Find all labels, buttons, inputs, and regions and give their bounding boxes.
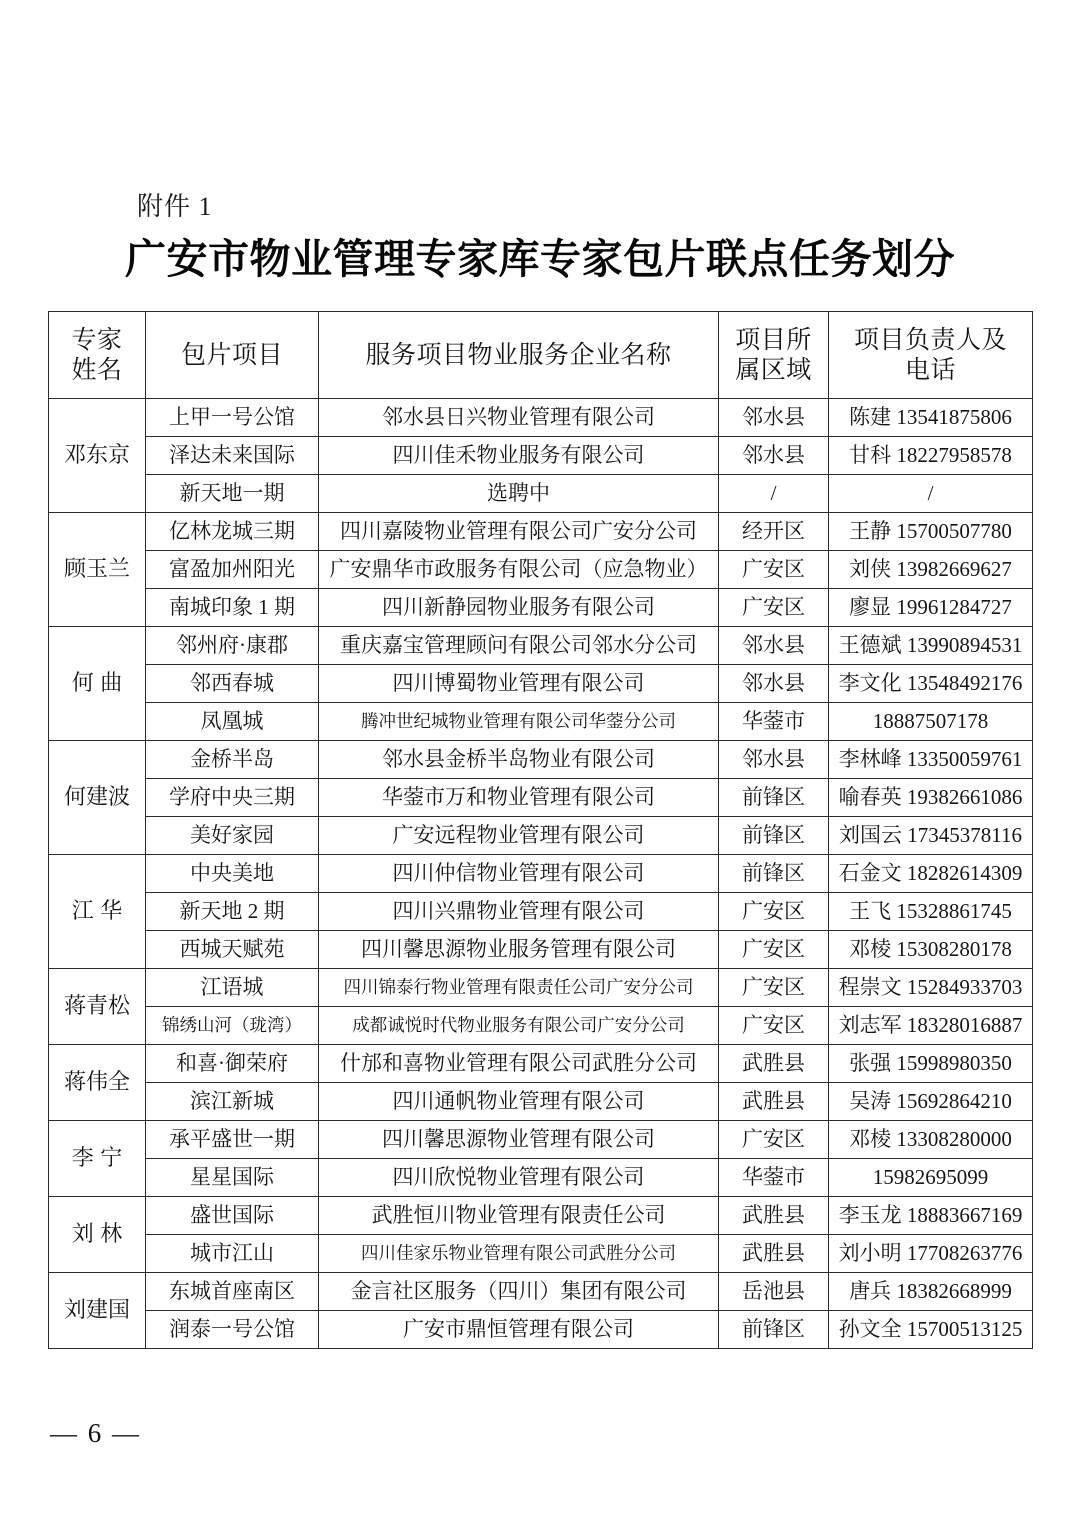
company-cell: 四川馨思源物业管理有限公司 [319, 1121, 719, 1159]
area-cell: 经开区 [719, 513, 829, 551]
column-header-owner-contact [829, 312, 1033, 399]
expert-name-cell: 顾玉兰 [49, 513, 146, 627]
project-cell: 滨江新城 [146, 1083, 319, 1121]
area-cell: 邻水县 [719, 399, 829, 437]
expert-name-text: 江华 [71, 898, 129, 924]
company-cell: 华蓥市万和物业管理有限公司 [319, 779, 719, 817]
project-cell: 和喜·御荣府 [146, 1045, 319, 1083]
table-row [49, 399, 1033, 437]
area-cell: 前锋区 [719, 779, 829, 817]
table-row [49, 1083, 1033, 1121]
column-header-package-project: 包片项目 [146, 312, 319, 399]
table-row [49, 817, 1033, 855]
table-row [49, 551, 1033, 589]
table-row [49, 1273, 1033, 1311]
company-cell: 邻水县日兴物业管理有限公司 [319, 399, 719, 437]
column-header-area-line2: 属区域 [735, 356, 812, 384]
column-header-area [719, 312, 829, 399]
table-row [49, 1007, 1033, 1045]
company-cell: 腾冲世纪城物业管理有限公司华蓥分公司 [319, 703, 719, 741]
company-cell: 四川佳禾物业服务有限公司 [319, 437, 719, 475]
area-cell: 前锋区 [719, 855, 829, 893]
project-cell: 盛世国际 [146, 1197, 319, 1235]
area-cell: 华蓥市 [719, 703, 829, 741]
owner-contact-cell: 喻春英 19382661086 [829, 779, 1033, 817]
owner-contact-cell: 孙文全 15700513125 [829, 1311, 1033, 1349]
owner-contact-cell: 李林峰 13350059761 [829, 741, 1033, 779]
expert-name-cell: 邓东京 [49, 399, 146, 513]
owner-contact-cell: 18887507178 [829, 703, 1033, 741]
project-cell: 学府中央三期 [146, 779, 319, 817]
project-cell: 润泰一号公馆 [146, 1311, 319, 1349]
table-row [49, 437, 1033, 475]
owner-contact-cell: 刘志军 18328016887 [829, 1007, 1033, 1045]
expert-name-cell [49, 1197, 146, 1273]
owner-contact-cell: 刘小明 17708263776 [829, 1235, 1033, 1273]
table-row [49, 1159, 1033, 1197]
table-row [49, 665, 1033, 703]
table-row [49, 779, 1033, 817]
area-cell: 武胜县 [719, 1083, 829, 1121]
column-header-owner-line2: 电话 [904, 356, 956, 384]
table-body [49, 399, 1033, 1349]
area-cell: 广安区 [719, 589, 829, 627]
project-cell: 锦绣山河（珑湾） [146, 1007, 319, 1045]
owner-contact-cell: 石金文 18282614309 [829, 855, 1033, 893]
expert-name-cell [49, 627, 146, 741]
company-cell: 什邡和喜物业管理有限公司武胜分公司 [319, 1045, 719, 1083]
owner-contact-cell: 刘侠 13982669627 [829, 551, 1033, 589]
owner-contact-cell: 甘科 18227958578 [829, 437, 1033, 475]
table-row [49, 855, 1033, 893]
expert-name-cell: 蒋伟全 [49, 1045, 146, 1121]
company-cell: 四川兴鼎物业管理有限公司 [319, 893, 719, 931]
table-row [49, 627, 1033, 665]
column-header-expert-name [49, 312, 146, 399]
company-cell: 金言社区服务（四川）集团有限公司 [319, 1273, 719, 1311]
company-cell: 四川锦泰行物业管理有限责任公司广安分公司 [319, 969, 719, 1007]
project-cell: 东城首座南区 [146, 1273, 319, 1311]
area-cell: 广安区 [719, 969, 829, 1007]
project-cell: 承平盛世一期 [146, 1121, 319, 1159]
area-cell: 武胜县 [719, 1235, 829, 1273]
column-header-area-line1: 项目所 [735, 325, 812, 354]
expert-name-cell: 蒋青松 [49, 969, 146, 1045]
area-cell: 邻水县 [719, 627, 829, 665]
table-row [49, 589, 1033, 627]
area-cell: 广安区 [719, 931, 829, 969]
expert-name-cell [49, 1121, 146, 1197]
area-cell: / [719, 475, 829, 513]
table-row [49, 1045, 1033, 1083]
project-cell: 邻西春城 [146, 665, 319, 703]
company-cell: 选聘中 [319, 475, 719, 513]
owner-contact-cell: 张强 15998980350 [829, 1045, 1033, 1083]
owner-contact-cell: 吴涛 15692864210 [829, 1083, 1033, 1121]
table-header [49, 312, 1033, 399]
table-row [49, 893, 1033, 931]
project-cell: 江语城 [146, 969, 319, 1007]
expert-name-cell: 刘建国 [49, 1273, 146, 1349]
table-row [49, 1197, 1033, 1235]
expert-name-text: 李宁 [71, 1145, 129, 1171]
table-header-row [49, 312, 1033, 399]
company-cell: 四川仲信物业管理有限公司 [319, 855, 719, 893]
project-cell: 城市江山 [146, 1235, 319, 1273]
project-cell: 南城印象 1 期 [146, 589, 319, 627]
table-row [49, 1311, 1033, 1349]
owner-contact-cell: 王静 15700507780 [829, 513, 1033, 551]
area-cell: 武胜县 [719, 1045, 829, 1083]
project-cell: 富盈加州阳光 [146, 551, 319, 589]
area-cell: 岳池县 [719, 1273, 829, 1311]
area-cell: 前锋区 [719, 817, 829, 855]
owner-contact-cell: 李玉龙 18883667169 [829, 1197, 1033, 1235]
owner-contact-cell: 廖显 19961284727 [829, 589, 1033, 627]
project-cell: 美好家园 [146, 817, 319, 855]
project-cell: 星星国际 [146, 1159, 319, 1197]
area-cell: 广安区 [719, 1007, 829, 1045]
attachment-label: 附件 1 [137, 192, 213, 221]
area-cell: 邻水县 [719, 665, 829, 703]
page-number: — 6 — [50, 1418, 141, 1448]
company-cell: 四川欣悦物业管理有限公司 [319, 1159, 719, 1197]
table-row [49, 741, 1033, 779]
project-cell: 新天地 2 期 [146, 893, 319, 931]
project-cell: 泽达未来国际 [146, 437, 319, 475]
company-cell: 重庆嘉宝管理顾问有限公司邻水分公司 [319, 627, 719, 665]
area-cell: 广安区 [719, 893, 829, 931]
owner-contact-cell: 刘国云 17345378116 [829, 817, 1033, 855]
owner-contact-cell: 唐兵 18382668999 [829, 1273, 1033, 1311]
table-row [49, 475, 1033, 513]
area-cell: 广安区 [719, 551, 829, 589]
owner-contact-cell: 邓棱 13308280000 [829, 1121, 1033, 1159]
company-cell: 广安远程物业管理有限公司 [319, 817, 719, 855]
owner-contact-cell: 邓棱 15308280178 [829, 931, 1033, 969]
owner-contact-cell: 15982695099 [829, 1159, 1033, 1197]
company-cell: 广安市鼎恒管理有限公司 [319, 1311, 719, 1349]
area-cell: 华蓥市 [719, 1159, 829, 1197]
table-row [49, 513, 1033, 551]
company-cell: 四川嘉陵物业管理有限公司广安分公司 [319, 513, 719, 551]
column-header-expert-name-line1: 专家 [71, 325, 123, 354]
project-cell: 新天地一期 [146, 475, 319, 513]
project-cell: 邻州府·康郡 [146, 627, 319, 665]
column-header-expert-name-line2: 姓名 [71, 356, 123, 384]
project-cell: 凤凰城 [146, 703, 319, 741]
owner-contact-cell: 陈建 13541875806 [829, 399, 1033, 437]
company-cell: 邻水县金桥半岛物业有限公司 [319, 741, 719, 779]
expert-name-cell [49, 855, 146, 969]
table-row [49, 1235, 1033, 1273]
company-cell: 四川新静园物业服务有限公司 [319, 589, 719, 627]
company-cell: 武胜恒川物业管理有限责任公司 [319, 1197, 719, 1235]
project-cell: 金桥半岛 [146, 741, 319, 779]
area-cell: 邻水县 [719, 741, 829, 779]
project-cell: 中央美地 [146, 855, 319, 893]
area-cell: 广安区 [719, 1121, 829, 1159]
table-row [49, 703, 1033, 741]
expert-name-text: 刘林 [71, 1221, 129, 1247]
expert-name-cell: 何建波 [49, 741, 146, 855]
table-row [49, 969, 1033, 1007]
project-cell: 上甲一号公馆 [146, 399, 319, 437]
area-cell: 武胜县 [719, 1197, 829, 1235]
company-cell: 成都诚悦时代物业服务有限公司广安分公司 [319, 1007, 719, 1045]
area-cell: 邻水县 [719, 437, 829, 475]
company-cell: 四川通帆物业管理有限公司 [319, 1083, 719, 1121]
owner-contact-cell: 王德斌 13990894531 [829, 627, 1033, 665]
company-cell: 四川馨思源物业服务管理有限公司 [319, 931, 719, 969]
owner-contact-cell: 王飞 15328861745 [829, 893, 1033, 931]
expert-name-text: 何曲 [71, 670, 129, 696]
owner-contact-cell: / [829, 475, 1033, 513]
column-header-service-company: 服务项目物业服务企业名称 [319, 312, 719, 399]
table-row [49, 931, 1033, 969]
area-cell: 前锋区 [719, 1311, 829, 1349]
column-header-owner-line1: 项目负责人及 [853, 325, 1007, 354]
page-title: 广安市物业管理专家库专家包片联点任务划分 [125, 236, 955, 282]
company-cell: 广安鼎华市政服务有限公司（应急物业） [319, 551, 719, 589]
expert-assignment-table [48, 311, 1033, 1349]
company-cell: 四川博蜀物业管理有限公司 [319, 665, 719, 703]
project-cell: 西城天赋苑 [146, 931, 319, 969]
project-cell: 亿林龙城三期 [146, 513, 319, 551]
owner-contact-cell: 李文化 13548492176 [829, 665, 1033, 703]
owner-contact-cell: 程崇文 15284933703 [829, 969, 1033, 1007]
company-cell: 四川佳家乐物业管理有限公司武胜分公司 [319, 1235, 719, 1273]
table-row [49, 1121, 1033, 1159]
